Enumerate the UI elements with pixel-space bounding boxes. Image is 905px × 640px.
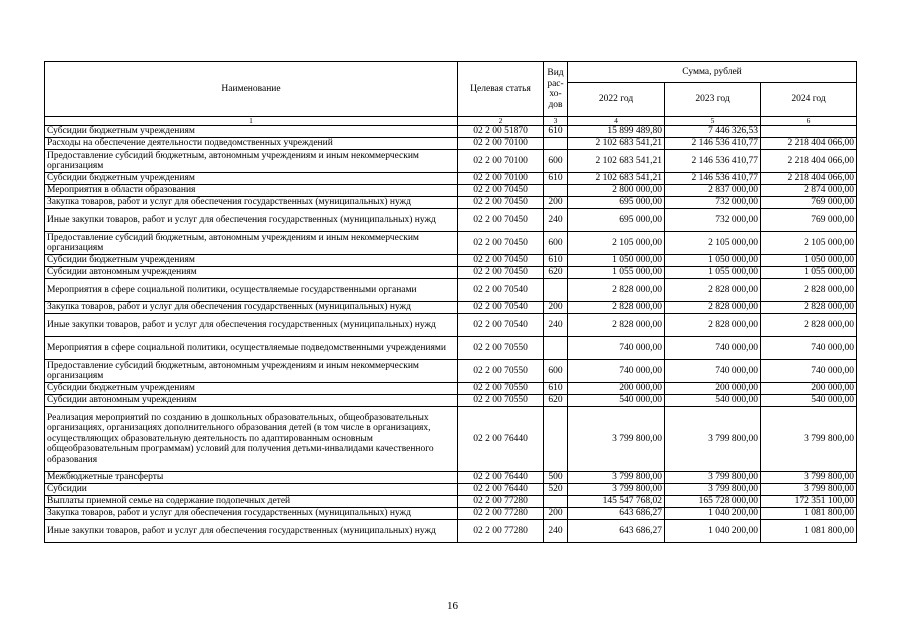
cell-sum-2023: 732 000,00 — [665, 209, 761, 232]
cell-name: Предоставление субсидий бюджетным, автономным учреждениям и иным некоммерческим организациям — [45, 360, 458, 383]
cell-expense-type — [544, 337, 568, 360]
table-body — [45, 126, 857, 543]
cell-sum-2024: 2 218 404 066,00 — [761, 150, 857, 173]
cell-sum-2022: 2 828 000,00 — [568, 302, 665, 314]
cell-target-article: 02 2 00 70540 — [458, 302, 544, 314]
cell-sum-2024: 2 828 000,00 — [761, 314, 857, 337]
cell-sum-2022: 15 899 489,80 — [568, 126, 665, 138]
cell-sum-2024: 172 351 100,00 — [761, 496, 857, 508]
table-row — [45, 302, 857, 314]
column-number: 2 — [458, 117, 544, 126]
cell-expense-type — [544, 138, 568, 150]
cell-sum-2023: 2 146 536 410,77 — [665, 173, 761, 185]
cell-name: Субсидии — [45, 484, 458, 496]
table-row — [45, 185, 857, 197]
cell-sum-2022: 3 799 800,00 — [568, 472, 665, 484]
cell-sum-2024: 200 000,00 — [761, 383, 857, 395]
table-row — [45, 267, 857, 279]
cell-sum-2024: 1 055 000,00 — [761, 267, 857, 279]
cell-sum-2023: 200 000,00 — [665, 383, 761, 395]
cell-sum-2022: 3 799 800,00 — [568, 407, 665, 472]
cell-name: Закупка товаров, работ и услуг для обеспечения государственных (муниципальных) нужд — [45, 508, 458, 520]
cell-sum-2023: 2 105 000,00 — [665, 232, 761, 255]
cell-sum-2022: 1 055 000,00 — [568, 267, 665, 279]
cell-sum-2022: 695 000,00 — [568, 197, 665, 209]
table-row — [45, 383, 857, 395]
cell-sum-2023: 2 828 000,00 — [665, 302, 761, 314]
table-row — [45, 360, 857, 383]
table-row — [45, 209, 857, 232]
cell-sum-2024: 2 105 000,00 — [761, 232, 857, 255]
table-row — [45, 138, 857, 150]
cell-sum-2023: 2 837 000,00 — [665, 185, 761, 197]
cell-sum-2024: 740 000,00 — [761, 360, 857, 383]
cell-target-article: 02 2 00 76440 — [458, 484, 544, 496]
cell-sum-2022: 740 000,00 — [568, 337, 665, 360]
header-year-2024: 2024 год — [761, 83, 857, 117]
cell-expense-type: 200 — [544, 197, 568, 209]
cell-sum-2023: 1 040 200,00 — [665, 508, 761, 520]
table-row — [45, 407, 857, 472]
cell-target-article: 02 2 00 77280 — [458, 520, 544, 543]
cell-target-article: 02 2 00 70450 — [458, 197, 544, 209]
cell-sum-2022: 2 828 000,00 — [568, 314, 665, 337]
cell-target-article: 02 2 00 70550 — [458, 360, 544, 383]
column-number: 4 — [568, 117, 665, 126]
cell-sum-2023: 7 446 326,53 — [665, 126, 761, 138]
cell-expense-type: 600 — [544, 232, 568, 255]
cell-name: Иные закупки товаров, работ и услуг для обеспечения государственных (муниципальных) нужд — [45, 209, 458, 232]
cell-expense-type: 240 — [544, 520, 568, 543]
cell-expense-type: 610 — [544, 383, 568, 395]
cell-sum-2024: 769 000,00 — [761, 209, 857, 232]
cell-sum-2023: 740 000,00 — [665, 360, 761, 383]
cell-sum-2023: 2 828 000,00 — [665, 314, 761, 337]
cell-name: Мероприятия в области образования — [45, 185, 458, 197]
cell-sum-2024: 2 828 000,00 — [761, 302, 857, 314]
cell-target-article: 02 2 00 70540 — [458, 314, 544, 337]
cell-sum-2022: 2 102 683 541,21 — [568, 150, 665, 173]
table-row — [45, 472, 857, 484]
table-row — [45, 395, 857, 407]
cell-target-article: 02 2 00 76440 — [458, 472, 544, 484]
cell-sum-2024: 740 000,00 — [761, 337, 857, 360]
cell-target-article: 02 2 00 77280 — [458, 508, 544, 520]
cell-expense-type: 620 — [544, 395, 568, 407]
table-row — [45, 255, 857, 267]
cell-target-article: 02 2 00 70450 — [458, 267, 544, 279]
header-sum: Сумма, рублей — [568, 62, 857, 83]
cell-sum-2022: 540 000,00 — [568, 395, 665, 407]
cell-sum-2023: 740 000,00 — [665, 337, 761, 360]
cell-expense-type: 500 — [544, 472, 568, 484]
cell-target-article: 02 2 00 70450 — [458, 255, 544, 267]
cell-target-article: 02 2 00 76440 — [458, 407, 544, 472]
cell-sum-2022: 1 050 000,00 — [568, 255, 665, 267]
cell-expense-type: 610 — [544, 173, 568, 185]
cell-target-article: 02 2 00 70100 — [458, 173, 544, 185]
table-row — [45, 484, 857, 496]
cell-expense-type: 200 — [544, 508, 568, 520]
cell-sum-2024: 1 081 800,00 — [761, 520, 857, 543]
cell-name: Субсидии бюджетным учреждениям — [45, 255, 458, 267]
cell-name: Межбюджетные трансферты — [45, 472, 458, 484]
cell-sum-2023: 1 055 000,00 — [665, 267, 761, 279]
cell-target-article: 02 2 00 70100 — [458, 138, 544, 150]
cell-target-article: 02 2 00 70540 — [458, 279, 544, 302]
cell-expense-type: 610 — [544, 126, 568, 138]
cell-name: Мероприятия в сфере социальной политики, осуществляемые государственными органами — [45, 279, 458, 302]
cell-target-article: 02 2 00 70100 — [458, 150, 544, 173]
cell-sum-2023: 2 146 536 410,77 — [665, 138, 761, 150]
cell-sum-2024: 3 799 800,00 — [761, 484, 857, 496]
cell-sum-2023: 540 000,00 — [665, 395, 761, 407]
cell-sum-2023: 732 000,00 — [665, 197, 761, 209]
cell-sum-2024: 769 000,00 — [761, 197, 857, 209]
table-row — [45, 126, 857, 138]
cell-sum-2022: 2 800 000,00 — [568, 185, 665, 197]
cell-sum-2023: 165 728 000,00 — [665, 496, 761, 508]
cell-sum-2024: 2 218 404 066,00 — [761, 173, 857, 185]
cell-name: Субсидии автономным учреждениям — [45, 395, 458, 407]
cell-sum-2023: 1 050 000,00 — [665, 255, 761, 267]
cell-sum-2022: 145 547 768,02 — [568, 496, 665, 508]
table-row — [45, 496, 857, 508]
cell-name: Закупка товаров, работ и услуг для обеспечения государственных (муниципальных) нужд — [45, 197, 458, 209]
cell-sum-2024: 1 050 000,00 — [761, 255, 857, 267]
cell-sum-2024: 3 799 800,00 — [761, 407, 857, 472]
cell-expense-type: 200 — [544, 302, 568, 314]
cell-target-article: 02 2 00 70550 — [458, 383, 544, 395]
cell-sum-2022: 2 102 683 541,21 — [568, 173, 665, 185]
cell-name: Мероприятия в сфере социальной политики, осуществляемые подведомственными учреждениями — [45, 337, 458, 360]
cell-expense-type — [544, 407, 568, 472]
cell-sum-2023: 3 799 800,00 — [665, 484, 761, 496]
cell-name: Субсидии бюджетным учреждениям — [45, 173, 458, 185]
header-name: Наименование — [45, 62, 458, 117]
cell-target-article: 02 2 00 70450 — [458, 185, 544, 197]
cell-sum-2022: 2 105 000,00 — [568, 232, 665, 255]
table-row — [45, 520, 857, 543]
cell-name: Субсидии бюджетным учреждениям — [45, 383, 458, 395]
cell-sum-2023: 3 799 800,00 — [665, 407, 761, 472]
cell-expense-type: 610 — [544, 255, 568, 267]
cell-target-article: 02 2 00 51870 — [458, 126, 544, 138]
table-row — [45, 197, 857, 209]
cell-target-article: 02 2 00 70450 — [458, 232, 544, 255]
column-number: 5 — [665, 117, 761, 126]
header-target-article: Целевая статья — [458, 62, 544, 117]
cell-expense-type: 240 — [544, 209, 568, 232]
cell-target-article: 02 2 00 70450 — [458, 209, 544, 232]
cell-sum-2024: 540 000,00 — [761, 395, 857, 407]
cell-sum-2024: 1 081 800,00 — [761, 508, 857, 520]
cell-sum-2024: 2 874 000,00 — [761, 185, 857, 197]
budget-table — [44, 61, 857, 543]
header-year-2023: 2023 год — [665, 83, 761, 117]
cell-name: Субсидии автономным учреждениям — [45, 267, 458, 279]
table-row — [45, 232, 857, 255]
column-number: 6 — [761, 117, 857, 126]
cell-sum-2023: 3 799 800,00 — [665, 472, 761, 484]
cell-name: Расходы на обеспечение деятельности подведомственных учреждений — [45, 138, 458, 150]
cell-name: Закупка товаров, работ и услуг для обеспечения государственных (муниципальных) нужд — [45, 302, 458, 314]
table-row — [45, 314, 857, 337]
cell-name: Реализация мероприятий по созданию в дошкольных образовательных, общеобразовательных организациях, организациях дополнительного образования детей (в том числе в организациях, осуществляющих образовательную деятельность по адаптированным основным общеобразовательным программам) условий для получения детьми-инвалидами качественного образования — [45, 407, 458, 472]
cell-expense-type: 600 — [544, 360, 568, 383]
column-number: 1 — [45, 117, 458, 126]
cell-name: Субсидии бюджетным учреждениям — [45, 126, 458, 138]
cell-expense-type — [544, 279, 568, 302]
cell-target-article: 02 2 00 70550 — [458, 395, 544, 407]
cell-sum-2022: 695 000,00 — [568, 209, 665, 232]
header-year-2022: 2022 год — [568, 83, 665, 117]
table-row — [45, 150, 857, 173]
table-row — [45, 279, 857, 302]
cell-name: Предоставление субсидий бюджетным, автономным учреждениям и иным некоммерческим организациям — [45, 150, 458, 173]
cell-sum-2022: 2 828 000,00 — [568, 279, 665, 302]
cell-sum-2023: 2 146 536 410,77 — [665, 150, 761, 173]
cell-expense-type: 520 — [544, 484, 568, 496]
cell-name: Иные закупки товаров, работ и услуг для обеспечения государственных (муниципальных) нужд — [45, 520, 458, 543]
cell-target-article: 02 2 00 70550 — [458, 337, 544, 360]
cell-sum-2022: 2 102 683 541,21 — [568, 138, 665, 150]
cell-sum-2022: 200 000,00 — [568, 383, 665, 395]
cell-sum-2022: 643 686,27 — [568, 508, 665, 520]
cell-sum-2023: 1 040 200,00 — [665, 520, 761, 543]
cell-expense-type — [544, 496, 568, 508]
cell-sum-2024: 2 828 000,00 — [761, 279, 857, 302]
cell-expense-type: 620 — [544, 267, 568, 279]
cell-expense-type: 600 — [544, 150, 568, 173]
cell-target-article: 02 2 00 77280 — [458, 496, 544, 508]
table-row — [45, 337, 857, 360]
cell-name: Предоставление субсидий бюджетным, автономным учреждениям и иным некоммерческим организациям — [45, 232, 458, 255]
header-expense-type: Вид рас-хо-дов — [544, 62, 568, 117]
cell-name: Выплаты приемной семье на содержание подопечных детей — [45, 496, 458, 508]
table-row — [45, 508, 857, 520]
cell-sum-2023: 2 828 000,00 — [665, 279, 761, 302]
cell-expense-type: 240 — [544, 314, 568, 337]
cell-name: Иные закупки товаров, работ и услуг для обеспечения государственных (муниципальных) нужд — [45, 314, 458, 337]
cell-sum-2022: 3 799 800,00 — [568, 484, 665, 496]
cell-expense-type — [544, 185, 568, 197]
page-number: 16 — [447, 600, 458, 612]
cell-sum-2024: 3 799 800,00 — [761, 472, 857, 484]
cell-sum-2022: 643 686,27 — [568, 520, 665, 543]
cell-sum-2024 — [761, 126, 857, 138]
cell-sum-2024: 2 218 404 066,00 — [761, 138, 857, 150]
cell-sum-2022: 740 000,00 — [568, 360, 665, 383]
table-row — [45, 173, 857, 185]
column-number: 3 — [544, 117, 568, 126]
